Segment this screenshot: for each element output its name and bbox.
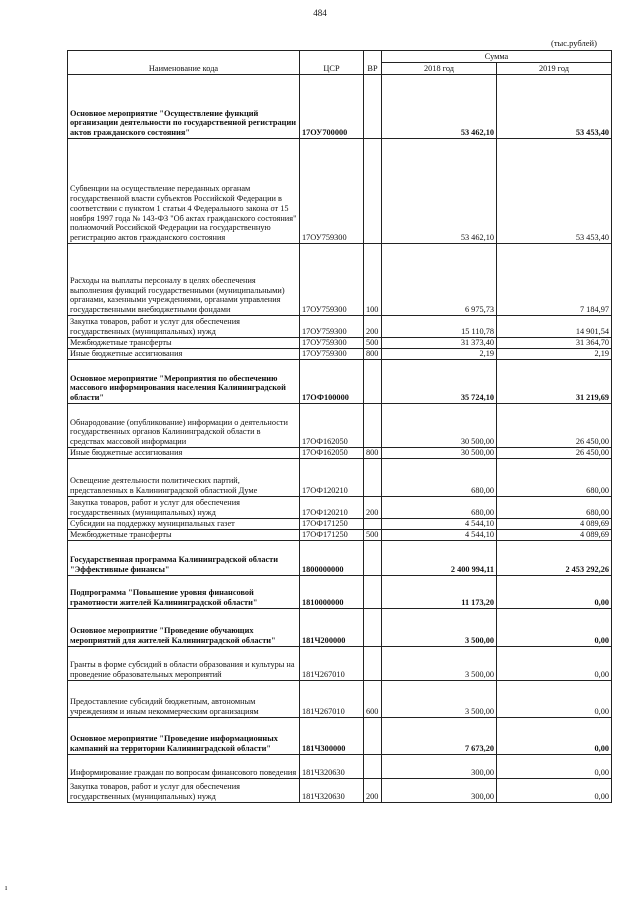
- row-2019: 26 450,00: [497, 404, 612, 448]
- table-row: [68, 349, 612, 360]
- row-csr: 17ОУ759300: [300, 139, 364, 244]
- row-name: Закупка товаров, работ и услуг для обеспечения государственных (муниципальных) нужд: [68, 316, 300, 338]
- row-vr: [364, 519, 382, 530]
- row-2019: 0,00: [497, 755, 612, 779]
- table-row: [68, 681, 612, 718]
- row-name: Гранты в форме субсидий в области образования и культуры на проведение образовательных мероприятий: [68, 647, 300, 681]
- row-2019: 4 089,69: [497, 519, 612, 530]
- header-vr: ВР: [364, 51, 382, 75]
- row-csr: 181Ч300000: [300, 718, 364, 755]
- row-2019: 53 453,40: [497, 75, 612, 139]
- row-vr: 600: [364, 681, 382, 718]
- row-2018: 30 500,00: [382, 404, 497, 448]
- table-row: [68, 718, 612, 755]
- row-name: Предоставление субсидий бюджетным, автономным учреждениям и иным некоммерческим организациям: [68, 681, 300, 718]
- row-csr: 17ОФ100000: [300, 360, 364, 404]
- table-row: [68, 541, 612, 576]
- row-2018: 2 400 994,11: [382, 541, 497, 576]
- row-name: Основное мероприятие "Осуществление функций организации деятельности по государственной регистрации актов гражданского состояния": [68, 75, 300, 139]
- row-csr: 17ОФ162050: [300, 448, 364, 459]
- row-name: Субвенции на осуществление переданных органам государственной власти субъектов Российской Федерации в соответствии с пунктом 1 статьи 4 Федерального закона от 15 ноября 1997 года № 143-ФЗ "Об актах гражданского состояния" полномочий Российской Федерации на государственную регистрацию актов гражданского состояния: [68, 139, 300, 244]
- row-2018: 53 462,10: [382, 139, 497, 244]
- row-vr: 100: [364, 244, 382, 316]
- row-2019: 0,00: [497, 718, 612, 755]
- row-2018: 3 500,00: [382, 609, 497, 647]
- row-name: Основное мероприятие "Проведение обучающих мероприятий для жителей Калининградской области": [68, 609, 300, 647]
- row-name: Государственная программа Калининградской области "Эффективные финансы": [68, 541, 300, 576]
- row-2018: 4 544,10: [382, 519, 497, 530]
- row-2019: 0,00: [497, 609, 612, 647]
- row-vr: [364, 139, 382, 244]
- row-2018: 7 673,20: [382, 718, 497, 755]
- row-2019: 4 089,69: [497, 530, 612, 541]
- row-csr: 181Ч320630: [300, 779, 364, 803]
- row-vr: [364, 755, 382, 779]
- row-2018: 6 975,73: [382, 244, 497, 316]
- row-vr: 500: [364, 338, 382, 349]
- row-csr: 17ОУ700000: [300, 75, 364, 139]
- row-vr: [364, 718, 382, 755]
- row-vr: 200: [364, 779, 382, 803]
- table-row: [68, 497, 612, 519]
- row-csr: 181Ч267010: [300, 681, 364, 718]
- row-name: Субсидии на поддержку муниципальных газет: [68, 519, 300, 530]
- margin-mark: ı: [5, 883, 8, 892]
- row-name: Основное мероприятие "Мероприятия по обеспечению массового информирования населения Калининградской области": [68, 360, 300, 404]
- row-2019: 0,00: [497, 779, 612, 803]
- row-name: Закупка товаров, работ и услуг для обеспечения государственных (муниципальных) нужд: [68, 779, 300, 803]
- row-2018: 11 173,20: [382, 576, 497, 609]
- row-2018: 53 462,10: [382, 75, 497, 139]
- row-2019: 680,00: [497, 497, 612, 519]
- row-csr: 181Ч200000: [300, 609, 364, 647]
- row-name: Межбюджетные трансферты: [68, 530, 300, 541]
- row-2019: 26 450,00: [497, 448, 612, 459]
- table-row: [68, 755, 612, 779]
- row-csr: 181Ч267010: [300, 647, 364, 681]
- row-name: Межбюджетные трансферты: [68, 338, 300, 349]
- row-vr: [364, 360, 382, 404]
- table-row: [68, 530, 612, 541]
- row-name: Закупка товаров, работ и услуг для обеспечения государственных (муниципальных) нужд: [68, 497, 300, 519]
- row-name: Освещение деятельности политических партий, представленных в Калининградской областной Думе: [68, 459, 300, 497]
- table-row: [68, 360, 612, 404]
- row-csr: 17ОФ162050: [300, 404, 364, 448]
- table-row: [68, 338, 612, 349]
- row-vr: [364, 647, 382, 681]
- header-2018: 2018 год: [382, 63, 497, 75]
- header-2019: 2019 год: [497, 63, 612, 75]
- row-2019: 31 219,69: [497, 360, 612, 404]
- row-name: Информирование граждан по вопросам финансового поведения: [68, 755, 300, 779]
- row-2019: 7 184,97: [497, 244, 612, 316]
- row-2018: 15 110,78: [382, 316, 497, 338]
- table-row: [68, 244, 612, 316]
- row-2019: 680,00: [497, 459, 612, 497]
- row-vr: [364, 541, 382, 576]
- row-vr: [364, 576, 382, 609]
- table-row: [68, 316, 612, 338]
- row-csr: 17ОУ759300: [300, 316, 364, 338]
- table-row: [68, 404, 612, 448]
- row-2018: 3 500,00: [382, 681, 497, 718]
- row-csr: 17ОФ120210: [300, 497, 364, 519]
- table-row: [68, 459, 612, 497]
- page-number: 484: [313, 8, 327, 18]
- row-vr: 800: [364, 448, 382, 459]
- row-csr: 17ОФ171250: [300, 519, 364, 530]
- row-2019: 14 901,54: [497, 316, 612, 338]
- row-vr: 800: [364, 349, 382, 360]
- row-csr: 1810000000: [300, 576, 364, 609]
- row-name: Подпрограмма "Повышение уровня финансовой грамотности жителей Калининградской области": [68, 576, 300, 609]
- table-row: [68, 75, 612, 139]
- row-csr: 17ОУ759300: [300, 338, 364, 349]
- table-row: [68, 647, 612, 681]
- table-row: [68, 576, 612, 609]
- row-vr: [364, 404, 382, 448]
- row-csr: 17ОФ120210: [300, 459, 364, 497]
- row-2019: 53 453,40: [497, 139, 612, 244]
- row-name: Обнародование (опубликование) информации о деятельности государственных органов Калининградской области в средствах массовой информации: [68, 404, 300, 448]
- row-2018: 300,00: [382, 779, 497, 803]
- row-2018: 300,00: [382, 755, 497, 779]
- row-2019: 2 453 292,26: [497, 541, 612, 576]
- row-csr: 17ОУ759300: [300, 349, 364, 360]
- row-2019: 0,00: [497, 681, 612, 718]
- row-2019: 0,00: [497, 647, 612, 681]
- row-vr: [364, 459, 382, 497]
- row-csr: 1800000000: [300, 541, 364, 576]
- table-row: [68, 448, 612, 459]
- header-sum: Сумма: [382, 51, 612, 63]
- table-row: [68, 139, 612, 244]
- header-name: Наименование кода: [68, 51, 300, 75]
- row-name: Иные бюджетные ассигнования: [68, 349, 300, 360]
- table-row: [68, 519, 612, 530]
- header-csr: ЦСР: [300, 51, 364, 75]
- row-csr: 17ОУ759300: [300, 244, 364, 316]
- row-2018: 35 724,10: [382, 360, 497, 404]
- row-2018: 30 500,00: [382, 448, 497, 459]
- budget-table: [67, 50, 612, 803]
- row-vr: [364, 609, 382, 647]
- row-2019: 0,00: [497, 576, 612, 609]
- row-vr: 500: [364, 530, 382, 541]
- row-2018: 3 500,00: [382, 647, 497, 681]
- row-2018: 31 373,40: [382, 338, 497, 349]
- table-row: [68, 779, 612, 803]
- row-2018: 2,19: [382, 349, 497, 360]
- row-2019: 2,19: [497, 349, 612, 360]
- row-name: Основное мероприятие "Проведение информационных кампаний на территории Калининградской области": [68, 718, 300, 755]
- table-row: [68, 609, 612, 647]
- row-2018: 4 544,10: [382, 530, 497, 541]
- row-csr: 17ОФ171250: [300, 530, 364, 541]
- row-vr: [364, 75, 382, 139]
- row-2018: 680,00: [382, 459, 497, 497]
- row-vr: 200: [364, 316, 382, 338]
- row-name: Иные бюджетные ассигнования: [68, 448, 300, 459]
- row-name: Расходы на выплаты персоналу в целях обеспечения выполнения функций государственными (муниципальными) органами, казенными учреждениями, органами управления государственными внебюджетными фондами: [68, 244, 300, 316]
- units-label: (тыс.рублей): [551, 38, 597, 48]
- row-2018: 680,00: [382, 497, 497, 519]
- row-csr: 181Ч320630: [300, 755, 364, 779]
- row-2019: 31 364,70: [497, 338, 612, 349]
- row-vr: 200: [364, 497, 382, 519]
